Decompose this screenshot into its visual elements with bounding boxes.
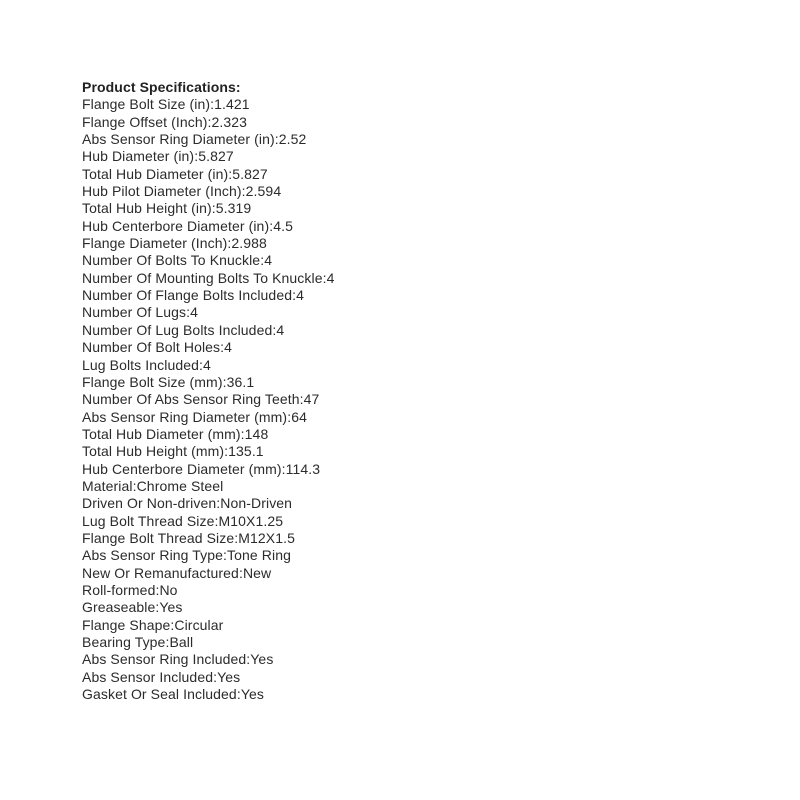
spec-value: 4	[276, 321, 285, 338]
spec-value: 4.5	[273, 217, 293, 234]
spec-row	[82, 270, 334, 287]
spec-label: New Or Remanufactured	[82, 564, 239, 581]
spec-colon: :	[228, 165, 233, 182]
spec-row	[82, 391, 334, 408]
spec-value: Yes	[240, 686, 264, 703]
spec-colon: :	[236, 686, 241, 703]
spec-value: 4	[203, 356, 211, 373]
spec-colon: :	[223, 547, 228, 564]
spec-value: New	[242, 564, 272, 581]
spec-label: Abs Sensor Ring Diameter (mm)	[82, 408, 288, 425]
spec-label: Flange Shape	[82, 616, 171, 633]
spec-row	[82, 617, 334, 634]
spec-colon: :	[287, 408, 292, 425]
spec-value: 2.988	[231, 235, 267, 252]
spec-colon: :	[241, 183, 246, 200]
spec-colon: :	[214, 512, 219, 529]
spec-colon: :	[322, 269, 327, 286]
spec-row	[82, 235, 334, 252]
spec-colon: :	[240, 425, 245, 442]
spec-row	[82, 599, 334, 616]
spec-label: Material	[82, 477, 133, 494]
spec-value: 4	[190, 304, 199, 321]
spec-value: 36.1	[226, 373, 255, 390]
spec-row	[82, 565, 334, 582]
spec-label: Number Of Abs Sensor Ring Teeth	[82, 391, 300, 408]
spec-value: Circular	[174, 616, 224, 633]
spec-value: 4	[264, 252, 273, 269]
spec-row	[82, 148, 334, 165]
spec-row	[82, 322, 334, 339]
spec-label: Abs Sensor Included	[82, 668, 214, 685]
spec-label: Gasket Or Seal Included	[82, 686, 237, 703]
spec-colon: :	[155, 599, 160, 616]
spec-value: 1.421	[214, 96, 250, 113]
spec-colon: :	[246, 651, 251, 668]
spec-value: 4	[224, 339, 233, 356]
spec-colon: :	[210, 96, 215, 113]
spec-row	[82, 287, 334, 304]
spec-colon: :	[224, 443, 229, 460]
spec-value: 5.827	[232, 165, 268, 182]
spec-row	[82, 582, 334, 599]
spec-value: M12X1.5	[238, 529, 295, 546]
spec-label: Roll-formed	[82, 581, 156, 598]
spec-label: Total Hub Diameter (in)	[82, 165, 229, 182]
spec-colon: :	[213, 668, 218, 685]
spec-label: Flange Offset (Inch)	[82, 113, 208, 130]
spec-label: Flange Bolt Size (in)	[82, 96, 211, 113]
spec-colon: :	[170, 616, 175, 633]
spec-label: Number Of Mounting Bolts To Knuckle	[82, 269, 323, 286]
specifications-heading: Product Specifications:	[82, 79, 241, 95]
spec-label: Abs Sensor Ring Diameter (in)	[82, 131, 275, 148]
spec-label: Abs Sensor Ring Included	[82, 651, 247, 668]
spec-label: Greaseable	[82, 599, 156, 616]
spec-label: Flange Bolt Thread Size	[82, 529, 235, 546]
spec-colon: :	[216, 495, 221, 512]
spec-label: Total Hub Diameter (mm)	[82, 425, 241, 442]
spec-value: Non-Driven	[220, 495, 293, 512]
spec-label: Lug Bolts Included	[82, 356, 199, 373]
spec-label: Hub Diameter (in)	[82, 148, 195, 165]
spec-value: Yes	[159, 599, 183, 616]
spec-row	[82, 218, 334, 235]
spec-value: 135.1	[228, 443, 264, 460]
spec-colon: :	[207, 113, 212, 130]
spec-colon: :	[199, 356, 203, 373]
spec-value: 5.319	[215, 200, 252, 217]
spec-label: Driven Or Non-driven	[82, 495, 217, 512]
spec-colon: :	[274, 131, 279, 148]
spec-value: 148	[244, 425, 269, 442]
spec-row	[82, 114, 334, 131]
spec-row	[82, 131, 334, 148]
spec-value: 2.52	[278, 131, 307, 148]
spec-row	[82, 461, 334, 478]
spec-value: 47	[303, 391, 320, 408]
spec-row	[82, 200, 334, 217]
spec-row	[82, 304, 334, 321]
spec-colon: :	[211, 200, 216, 217]
spec-row	[82, 183, 334, 200]
spec-label: Hub Centerbore Diameter (mm)	[82, 460, 282, 477]
spec-row	[82, 530, 334, 547]
spec-colon: :	[299, 391, 304, 408]
spec-value: 2.594	[245, 183, 282, 200]
spec-colon: :	[155, 581, 160, 598]
spec-colon: :	[234, 529, 239, 546]
spec-row	[82, 443, 334, 460]
spec-label: Number Of Lugs	[82, 304, 187, 321]
spec-row	[82, 478, 334, 495]
spec-value: 4	[326, 269, 335, 286]
spec-label: Number Of Flange Bolts Included	[82, 287, 293, 304]
spec-label: Number Of Bolts To Knuckle	[82, 252, 261, 269]
spec-label: Abs Sensor Ring Type	[82, 547, 224, 564]
spec-row	[82, 166, 334, 183]
spec-row	[82, 374, 334, 391]
spec-value: 114.3	[285, 460, 321, 477]
spec-label: Hub Centerbore Diameter (in)	[82, 217, 270, 234]
spec-value: Yes	[217, 668, 241, 685]
spec-row	[82, 357, 334, 374]
spec-label: Total Hub Height (in)	[82, 200, 212, 217]
spec-colon: :	[238, 564, 243, 581]
spec-label: Lug Bolt Thread Size	[82, 512, 215, 529]
spec-colon: :	[222, 373, 227, 390]
spec-row	[82, 686, 334, 703]
spec-value: Tone Ring	[227, 547, 291, 564]
spec-colon: :	[220, 339, 225, 356]
spec-row	[82, 495, 334, 512]
spec-value: Yes	[250, 651, 274, 668]
spec-colon: :	[186, 304, 191, 321]
spec-colon: :	[227, 235, 232, 252]
spec-row	[82, 96, 334, 113]
spec-value: Ball	[169, 634, 194, 650]
spec-row	[82, 426, 334, 443]
spec-label: Flange Bolt Size (mm)	[82, 373, 223, 390]
spec-label: Number Of Bolt Holes	[82, 339, 221, 356]
specifications-block	[82, 79, 334, 703]
spec-row	[82, 513, 334, 530]
specifications-list	[82, 96, 334, 703]
spec-colon: :	[272, 321, 277, 338]
spec-row	[82, 669, 334, 686]
spec-label: Hub Pilot Diameter (Inch)	[82, 183, 242, 200]
spec-row	[82, 547, 334, 564]
spec-row	[82, 252, 334, 269]
spec-value: M10X1.25	[218, 512, 284, 529]
spec-colon: :	[165, 634, 170, 650]
spec-colon: :	[132, 477, 137, 494]
spec-row	[82, 339, 334, 356]
spec-row	[82, 634, 334, 651]
spec-label: Bearing Type	[82, 634, 166, 650]
spec-colon: :	[269, 217, 274, 234]
spec-value: No	[159, 581, 178, 598]
spec-value: 64	[291, 408, 307, 425]
spec-colon: :	[194, 148, 199, 165]
spec-value: 5.827	[198, 148, 234, 165]
spec-label: Number Of Lug Bolts Included	[82, 321, 273, 338]
spec-value: 4	[296, 287, 304, 304]
spec-value: Chrome Steel	[136, 477, 224, 494]
spec-colon: :	[281, 460, 286, 477]
spec-row	[82, 409, 334, 426]
spec-row	[82, 651, 334, 668]
spec-colon: :	[292, 287, 297, 304]
spec-label: Flange Diameter (Inch)	[82, 235, 228, 252]
spec-value: 2.323	[211, 113, 248, 130]
spec-colon: :	[260, 252, 265, 269]
spec-label: Total Hub Height (mm)	[82, 443, 225, 460]
